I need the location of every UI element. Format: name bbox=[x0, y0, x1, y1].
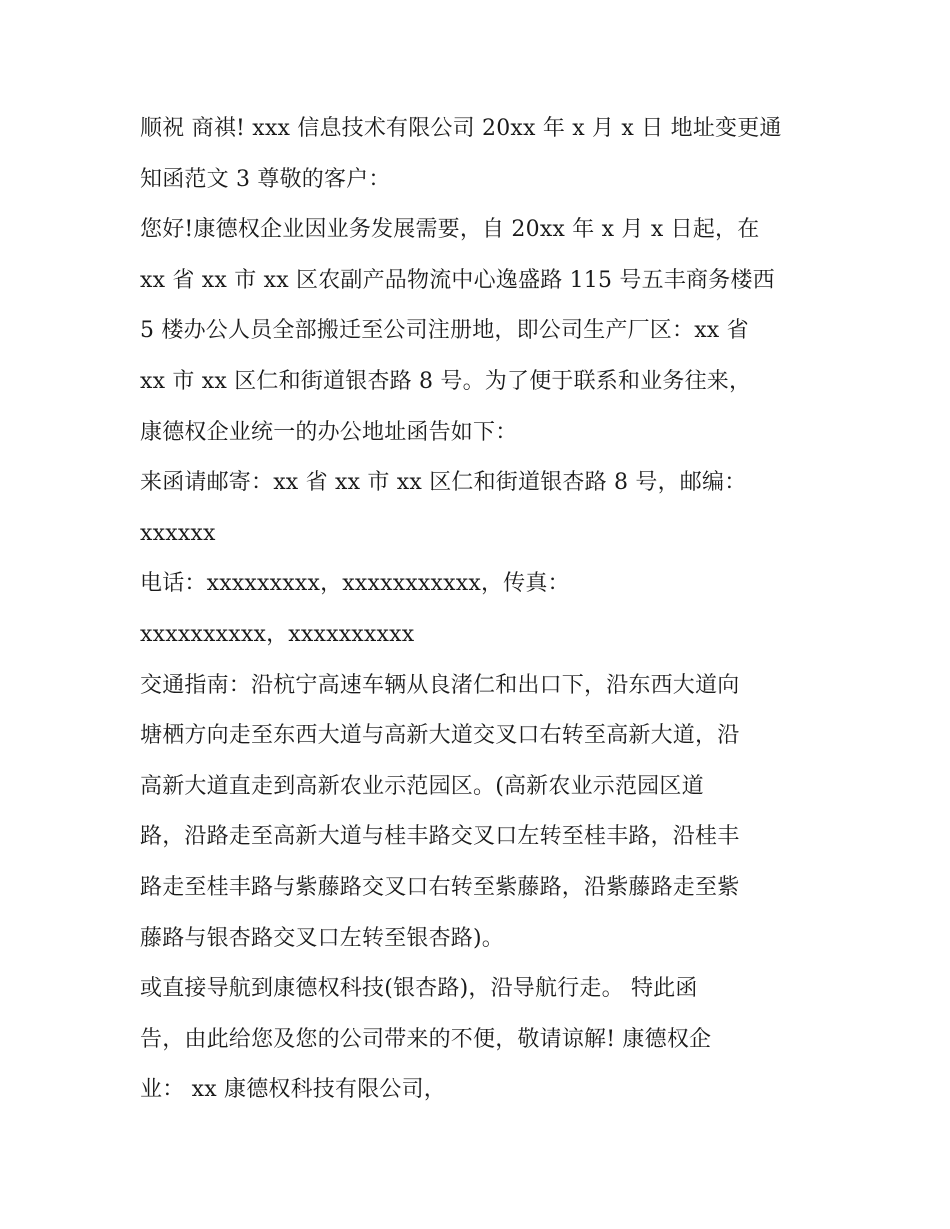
text-line: 电话：xxxxxxxxx，xxxxxxxxxxx，传真： bbox=[140, 571, 570, 597]
document-body bbox=[140, 104, 820, 1116]
text-line: 来函请邮寄：xx 省 xx 市 xx 区仁和街道银杏路 8 号，邮编： bbox=[140, 470, 747, 496]
text-line: 塘栖方向走至东西大道与高新大道交叉口右转至高新大道，沿 bbox=[140, 723, 740, 749]
text-line: xx 省 xx 市 xx 区农副产品物流中心逸盛路 115 号五丰商务楼西 bbox=[140, 267, 775, 293]
text-line: 路走至桂丰路与紫藤路交叉口右转至紫藤路，沿紫藤路走至紫 bbox=[140, 874, 740, 900]
text-line: 康德权企业统一的办公地址函告如下： bbox=[140, 419, 518, 445]
text-line: 或直接导航到康德权科技(银杏路)，沿导航行走。 特此函 bbox=[140, 976, 698, 1002]
text-line: 交通指南：沿杭宁高速车辆从良渚仁和出口下，沿东西大道向 bbox=[140, 672, 740, 698]
text-line: xxxxxxxxxx，xxxxxxxxxx bbox=[140, 621, 415, 647]
text-line: 业： xx 康德权科技有限公司， bbox=[140, 1077, 447, 1103]
text-line: 5 楼办公人员全部搬迁至公司注册地，即公司生产厂区：xx 省 bbox=[140, 318, 749, 344]
text-line: 告，由此给您及您的公司带来的不便，敬请谅解! 康德权企 bbox=[140, 1026, 712, 1052]
text-line: xx 市 xx 区仁和街道银杏路 8 号。为了便于联系和业务往来， bbox=[140, 368, 752, 394]
text-line: 路，沿路走至高新大道与桂丰路交叉口左转至桂丰路，沿桂丰 bbox=[140, 824, 740, 850]
text-line: 您好!康德权企业因业务发展需要，自 20xx 年 x 月 x 日起，在 bbox=[140, 217, 760, 243]
text-line: 高新大道直走到高新农业示范园区。(高新农业示范园区道 bbox=[140, 773, 704, 799]
text-line: xxxxxx bbox=[140, 520, 216, 546]
text-line: 顺祝 商祺! xxx 信息技术有限公司 20xx 年 x 月 x 日 地址变更通 bbox=[140, 116, 782, 141]
text-line: 知函范文 3 尊敬的客户： bbox=[140, 166, 391, 192]
text-line: 藤路与银杏路交叉口左转至银杏路)。 bbox=[140, 925, 504, 951]
